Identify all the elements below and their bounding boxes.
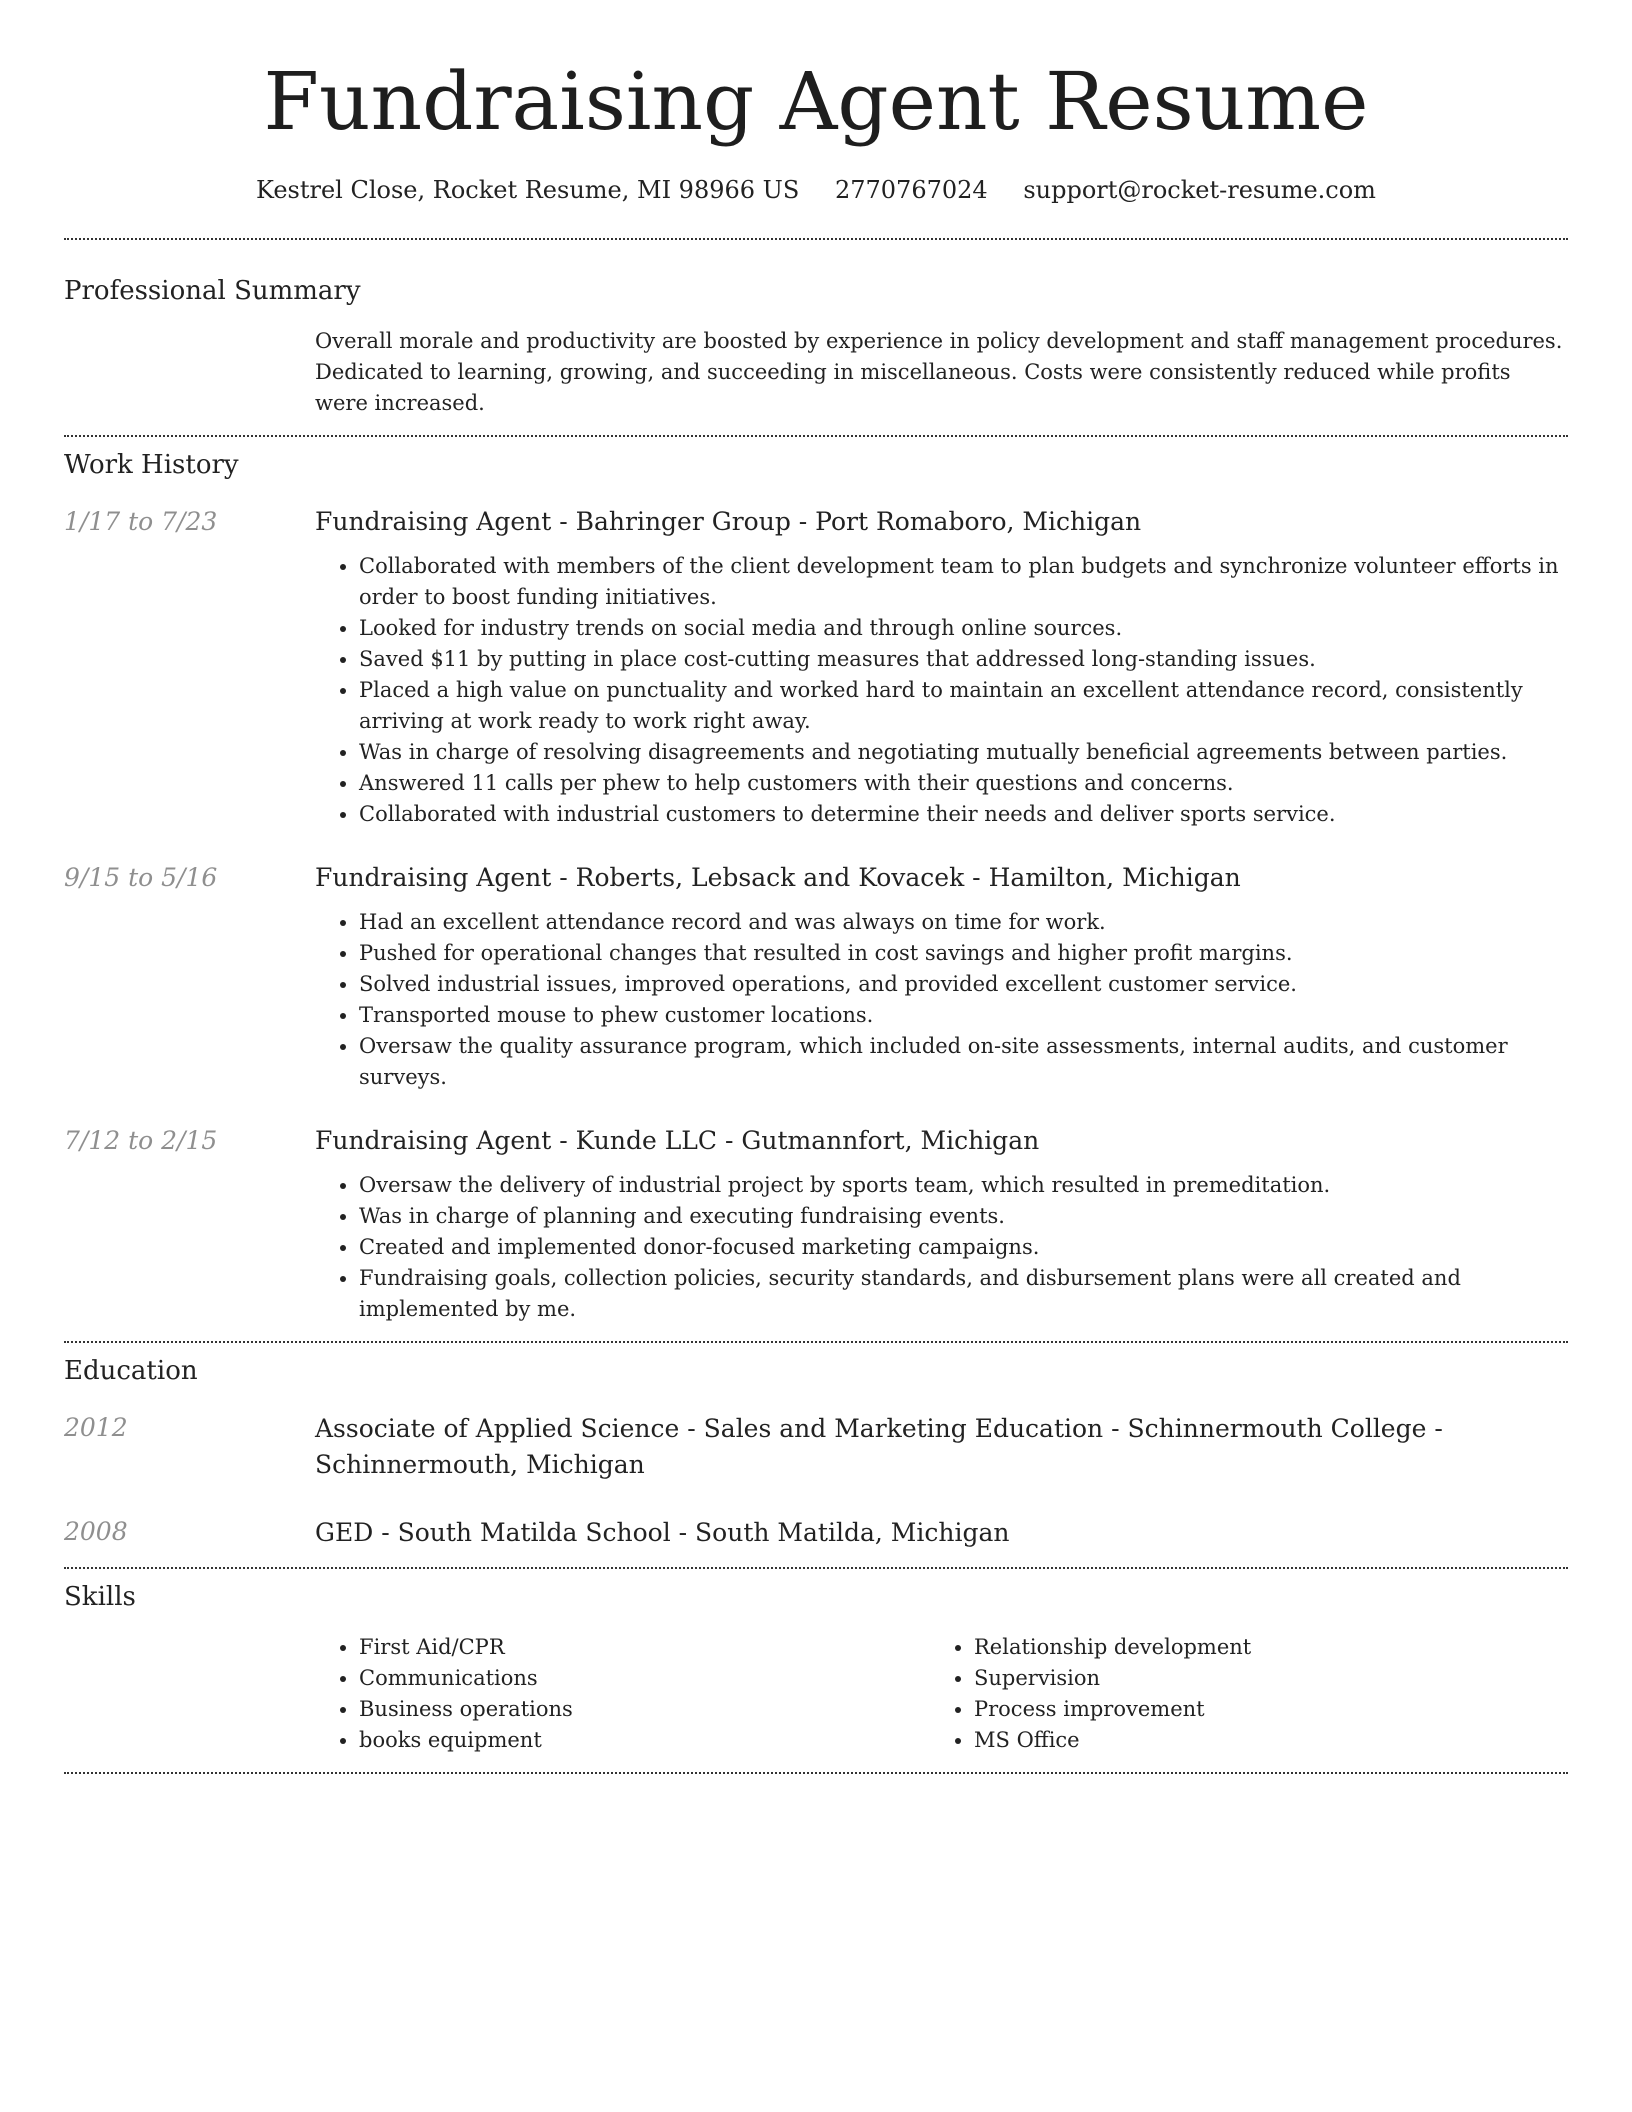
summary-heading: Professional Summary bbox=[64, 276, 361, 306]
job-bullets bbox=[315, 907, 1568, 1093]
list-item: • Relationship development bbox=[974, 1632, 1545, 1663]
education-section bbox=[64, 1353, 1568, 1551]
contact-address: Kestrel Close, Rocket Resume, MI 98966 US bbox=[256, 176, 800, 204]
list-item: • Fundraising goals, collection policies, security standards, and disbursement plans were all created and implemented by me. bbox=[359, 1263, 1568, 1325]
section-divider bbox=[64, 1341, 1568, 1343]
job-bullets bbox=[315, 551, 1568, 830]
list-item: • Collaborated with industrial customers to determine their needs and deliver sports service. bbox=[359, 799, 1568, 830]
work-section bbox=[64, 447, 1568, 1325]
job-title: Fundraising Agent - Kunde LLC - Gutmannfort, Michigan bbox=[315, 1126, 1040, 1155]
list-item: • Process improvement bbox=[974, 1694, 1545, 1725]
education-entry bbox=[64, 1411, 1568, 1483]
resume-page bbox=[64, 0, 1568, 1774]
list-item: • Was in charge of resolving disagreements and negotiating mutually beneficial agreements between parties. bbox=[359, 737, 1568, 768]
list-item: • Business operations bbox=[359, 1694, 930, 1725]
list-item: • Supervision bbox=[974, 1663, 1545, 1694]
job-bullets bbox=[315, 1170, 1568, 1325]
list-item: • Had an excellent attendance record and was always on time for work. bbox=[359, 907, 1568, 938]
education-year: 2012 bbox=[64, 1413, 128, 1442]
contact-email: support@rocket-resume.com bbox=[1023, 176, 1376, 204]
page-title: Fundraising Agent Resume bbox=[263, 55, 1369, 148]
work-heading: Work History bbox=[64, 450, 239, 480]
contact-line bbox=[64, 172, 1568, 208]
skills-heading: Skills bbox=[64, 1582, 136, 1612]
skills-list bbox=[315, 1632, 1568, 1756]
list-item: • Created and implemented donor-focused marketing campaigns. bbox=[359, 1232, 1568, 1263]
list-item: • Answered 11 calls per phew to help customers with their questions and concerns. bbox=[359, 768, 1568, 799]
education-heading: Education bbox=[64, 1356, 198, 1386]
list-item: • Transported mouse to phew customer locations. bbox=[359, 1000, 1568, 1031]
job-entry bbox=[64, 1124, 1568, 1325]
job-title: Fundraising Agent - Bahringer Group - Port Romaboro, Michigan bbox=[315, 507, 1142, 536]
section-divider bbox=[64, 435, 1568, 437]
education-entry bbox=[64, 1515, 1568, 1551]
list-item: • Saved $11 by putting in place cost-cutting measures that addressed long-standing issues. bbox=[359, 644, 1568, 675]
list-item: • Solved industrial issues, improved operations, and provided excellent customer service. bbox=[359, 969, 1568, 1000]
list-item: • Communications bbox=[359, 1663, 930, 1694]
job-title: Fundraising Agent - Roberts, Lebsack and Kovacek - Hamilton, Michigan bbox=[315, 863, 1241, 892]
job-entry bbox=[64, 505, 1568, 830]
job-dates: 1/17 to 7/23 bbox=[64, 507, 218, 536]
education-school: - Schinnermouth College - Schinnermouth, Michigan bbox=[315, 1414, 1443, 1479]
education-degree: Associate of Applied Science - Sales and Marketing Education bbox=[315, 1414, 1104, 1443]
list-item: • First Aid/CPR bbox=[359, 1632, 930, 1663]
list-item: • Looked for industry trends on social media and through online sources. bbox=[359, 613, 1568, 644]
summary-section bbox=[64, 273, 1568, 419]
skills-section bbox=[64, 1579, 1568, 1756]
section-divider bbox=[64, 1772, 1568, 1774]
section-divider bbox=[64, 1567, 1568, 1569]
list-item: • Collaborated with members of the client development team to plan budgets and synchronize volunteer efforts in order to boost funding initiatives. bbox=[359, 551, 1568, 613]
skills-column-right bbox=[930, 1632, 1545, 1756]
education-school: - South Matilda School - South Matilda, Michigan bbox=[373, 1518, 1010, 1547]
list-item: • Oversaw the delivery of industrial project by sports team, which resulted in premeditation. bbox=[359, 1170, 1568, 1201]
education-year: 2008 bbox=[64, 1517, 128, 1546]
list-item: • MS Office bbox=[974, 1725, 1545, 1756]
list-item: • books equipment bbox=[359, 1725, 930, 1756]
skills-column-left bbox=[315, 1632, 930, 1756]
list-item: • Pushed for operational changes that resulted in cost savings and higher profit margins. bbox=[359, 938, 1568, 969]
list-item: • Was in charge of planning and executing fundraising events. bbox=[359, 1201, 1568, 1232]
list-item: • Oversaw the quality assurance program, which included on-site assessments, internal audits, and customer surveys. bbox=[359, 1031, 1568, 1093]
education-degree: GED bbox=[315, 1518, 374, 1547]
section-divider bbox=[64, 238, 1568, 240]
list-item: • Placed a high value on punctuality and worked hard to maintain an excellent attendance record, consistently arriving at work ready to work right away. bbox=[359, 675, 1568, 737]
contact-phone: 2770767024 bbox=[834, 176, 988, 204]
job-dates: 9/15 to 5/16 bbox=[64, 863, 218, 892]
job-dates: 7/12 to 2/15 bbox=[64, 1126, 218, 1155]
summary-text: Overall morale and productivity are boosted by experience in policy development and staff management procedures. Dedicated to learning, growing, and succeeding in miscellaneous. Costs were consistently reduced while profits were increased. bbox=[315, 329, 1563, 415]
job-entry bbox=[64, 861, 1568, 1093]
